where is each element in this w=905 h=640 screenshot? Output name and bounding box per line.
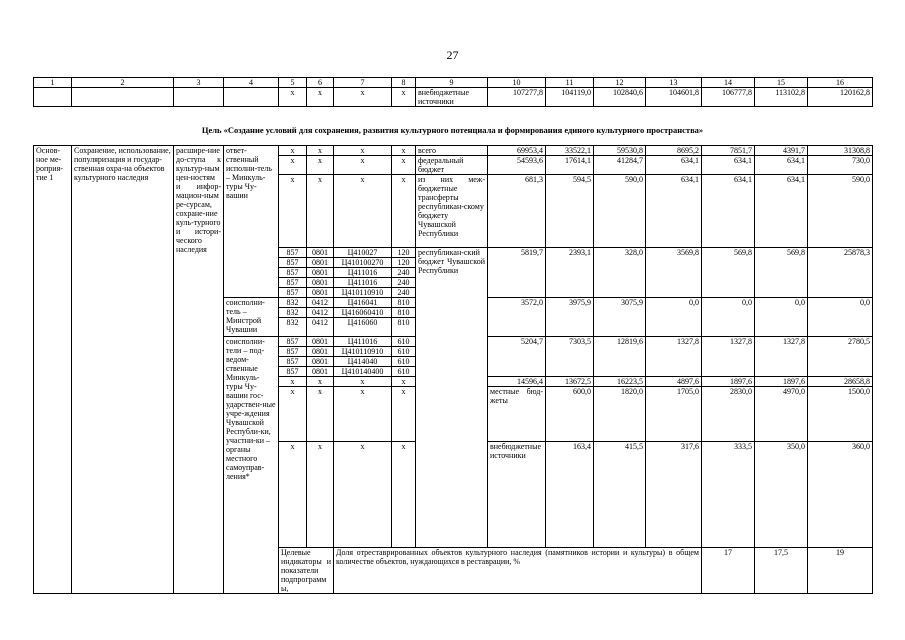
- value-cell: 0,0: [702, 298, 755, 337]
- code-cell: 0801: [307, 258, 334, 268]
- value-cell: 33522,1: [546, 146, 594, 156]
- code-cell: 857: [279, 357, 307, 367]
- col-number: 15: [755, 78, 808, 88]
- value-cell: 634,1: [646, 175, 702, 248]
- code-cell: Ц416041: [334, 298, 392, 308]
- indicator-value: 19: [808, 548, 873, 594]
- col-number: 11: [546, 78, 594, 88]
- value-cell: 13672,5: [546, 377, 594, 387]
- value-cell: 594,5: [546, 175, 594, 248]
- value-cell: 4897,6: [646, 377, 702, 387]
- value-cell: 590,0: [594, 175, 646, 248]
- value-cell: 634,1: [702, 156, 755, 175]
- value-cell: 3569,8: [646, 248, 702, 298]
- col-number: 10: [488, 78, 546, 88]
- value-cell: 104119,0: [546, 88, 594, 107]
- value-cell: 2780,5: [808, 337, 873, 377]
- col-number: 7: [334, 78, 392, 88]
- code-cell: 0801: [307, 248, 334, 258]
- value-cell: 1897,6: [755, 377, 808, 387]
- value-cell: 1705,0: [646, 387, 702, 442]
- code-cell: 857: [279, 337, 307, 347]
- header-table: [33, 77, 873, 107]
- code-cell: 857: [279, 278, 307, 288]
- responsible-executor: ответ-ственный исполни-тель – Минкуль-туры Чу-вашии: [224, 146, 279, 298]
- value-cell: 1327,8: [646, 337, 702, 377]
- code-cell: x: [334, 88, 392, 107]
- value-cell: 569,8: [755, 248, 808, 298]
- code-cell: x: [279, 88, 307, 107]
- code-cell: x: [392, 377, 416, 387]
- col-number: 8: [392, 78, 416, 88]
- continuation-row: [34, 88, 873, 107]
- code-cell: 857: [279, 367, 307, 377]
- value-cell: 333,5: [702, 442, 755, 548]
- value-cell: 107277,8: [488, 88, 546, 107]
- value-cell: 2830,0: [702, 387, 755, 442]
- value-cell: 16223,5: [594, 377, 646, 387]
- value-cell: 569,8: [702, 248, 755, 298]
- co-executors: соисполни-тели – под-ведом-ственные Минкуль-туры Чу-вашии гос-ударствен-ные учре-ждения Чувашской Республи-ки, участни-ки – органы местного самоуправ-ления*: [224, 337, 279, 594]
- value-cell: 350,0: [755, 442, 808, 548]
- value-cell: 0,0: [755, 298, 808, 337]
- code-cell: 0801: [307, 268, 334, 278]
- page-number: 27: [446, 48, 459, 62]
- value-cell: 7303,5: [546, 337, 594, 377]
- value-cell: 12819,6: [594, 337, 646, 377]
- code-cell: x: [334, 387, 392, 442]
- col-number: 4: [224, 78, 279, 88]
- code-cell: 0801: [307, 367, 334, 377]
- value-cell: 106777,8: [702, 88, 755, 107]
- code-cell: Ц410140400: [334, 367, 392, 377]
- value-cell: 0,0: [646, 298, 702, 337]
- source-label: республикан-ский бюджет Чувашской Республики: [416, 248, 488, 548]
- code-cell: x: [307, 377, 334, 387]
- code-cell: 610: [392, 367, 416, 377]
- code-cell: x: [334, 175, 392, 248]
- code-cell: Ц416060410: [334, 308, 392, 318]
- value-cell: 1500,0: [808, 387, 873, 442]
- table-row: [34, 146, 873, 156]
- code-cell: x: [334, 156, 392, 175]
- indicator-value: 17: [702, 548, 755, 594]
- code-cell: x: [307, 442, 334, 548]
- column-number-row: [34, 78, 873, 88]
- value-cell: 317,6: [646, 442, 702, 548]
- code-cell: 120: [392, 248, 416, 258]
- code-cell: x: [392, 442, 416, 548]
- indicator-text: Доля отреставрированных объектов культурного наследия (памятников истории и культуры) в общем количестве объектов, нуждающихся в реставрации, %: [334, 548, 702, 594]
- indicator-label: Целевые индикаторы и показатели подпрограммы,: [279, 548, 334, 594]
- value-cell: 3075,9: [594, 298, 646, 337]
- code-cell: 610: [392, 347, 416, 357]
- code-cell: x: [392, 88, 416, 107]
- code-cell: 0412: [307, 318, 334, 337]
- code-cell: x: [279, 377, 307, 387]
- code-cell: x: [334, 442, 392, 548]
- value-cell: 8695,2: [646, 146, 702, 156]
- value-cell: 113102,8: [755, 88, 808, 107]
- value-cell: 3572,0: [488, 298, 546, 337]
- value-cell: 360,0: [808, 442, 873, 548]
- value-cell: 590,0: [808, 175, 873, 248]
- value-cell: 41284,7: [594, 156, 646, 175]
- code-cell: Ц411016: [334, 337, 392, 347]
- code-cell: x: [279, 146, 307, 156]
- code-cell: 0801: [307, 347, 334, 357]
- code-cell: 810: [392, 318, 416, 337]
- value-cell: 681,3: [488, 175, 546, 248]
- value-cell: 1327,8: [702, 337, 755, 377]
- col-number: 16: [808, 78, 873, 88]
- value-cell: 59530,8: [594, 146, 646, 156]
- code-cell: 610: [392, 337, 416, 347]
- code-cell: 0801: [307, 337, 334, 347]
- code-cell: x: [392, 156, 416, 175]
- value-cell: 634,1: [702, 175, 755, 248]
- value-cell: 31308,8: [808, 146, 873, 156]
- value-cell: 1820,0: [594, 387, 646, 442]
- code-cell: Ц411016: [334, 278, 392, 288]
- value-cell: 1897,6: [702, 377, 755, 387]
- code-cell: x: [307, 387, 334, 442]
- activity-number: Основ-ное ме-роприя-тие 1: [34, 146, 72, 594]
- value-cell: 14596,4: [488, 377, 546, 387]
- code-cell: x: [307, 156, 334, 175]
- value-cell: 0,0: [808, 298, 873, 337]
- code-cell: 810: [392, 308, 416, 318]
- value-cell: 634,1: [755, 156, 808, 175]
- code-cell: Ц410100270: [334, 258, 392, 268]
- col-number: 1: [34, 78, 72, 88]
- value-cell: 120162,8: [808, 88, 873, 107]
- value-cell: 3975,9: [546, 298, 594, 337]
- code-cell: 832: [279, 318, 307, 337]
- value-cell: 54593,6: [488, 156, 546, 175]
- code-cell: 240: [392, 288, 416, 298]
- col-number: 12: [594, 78, 646, 88]
- activity-goal: расшире-ние до-ступа к культур-ным цен-ностям и инфор-мацион-ным ре-сурсам, сохране-ние куль-турного и истори-ческого наследия: [174, 146, 224, 594]
- value-cell: 1327,8: [755, 337, 808, 377]
- source-label: федеральный бюджет: [416, 156, 488, 175]
- value-cell: 634,1: [646, 156, 702, 175]
- code-cell: Ц410027: [334, 248, 392, 258]
- code-cell: 0412: [307, 308, 334, 318]
- code-cell: x: [307, 88, 334, 107]
- code-cell: 0801: [307, 278, 334, 288]
- code-cell: 0801: [307, 357, 334, 367]
- source-label: из них меж-бюджетные трансферты республикан-скому бюджету Чувашской Республики: [416, 175, 488, 248]
- value-cell: 2393,1: [546, 248, 594, 298]
- col-number: 5: [279, 78, 307, 88]
- value-cell: 328,0: [594, 248, 646, 298]
- code-cell: 240: [392, 278, 416, 288]
- code-cell: Ц410110910: [334, 347, 392, 357]
- code-cell: x: [334, 146, 392, 156]
- code-cell: Ц414040: [334, 357, 392, 367]
- code-cell: x: [279, 175, 307, 248]
- code-cell: 832: [279, 308, 307, 318]
- indicator-value: 17,5: [755, 548, 808, 594]
- code-cell: Ц411016: [334, 268, 392, 278]
- code-cell: 120: [392, 258, 416, 268]
- co-executor: соисполни-тель – Минстрой Чувашии: [224, 298, 279, 337]
- col-number: 14: [702, 78, 755, 88]
- code-cell: 0801: [307, 288, 334, 298]
- code-cell: 857: [279, 268, 307, 278]
- code-cell: x: [392, 146, 416, 156]
- code-cell: x: [279, 442, 307, 548]
- value-cell: 69953,4: [488, 146, 546, 156]
- col-number: 2: [72, 78, 174, 88]
- value-cell: 102840,6: [594, 88, 646, 107]
- code-cell: 610: [392, 357, 416, 367]
- code-cell: 857: [279, 248, 307, 258]
- code-cell: 810: [392, 298, 416, 308]
- code-cell: x: [307, 175, 334, 248]
- goal-title: Цель «Создание условий для сохранения, развития культурного потенциала и формирования единого культурного пространства»: [201, 125, 704, 135]
- code-cell: 857: [279, 258, 307, 268]
- col-number: 9: [416, 78, 488, 88]
- value-cell: 634,1: [755, 175, 808, 248]
- value-cell: 17614,1: [546, 156, 594, 175]
- activity-table: [33, 145, 873, 594]
- code-cell: x: [334, 377, 392, 387]
- source-label: всего: [416, 146, 488, 156]
- value-cell: 4970,0: [755, 387, 808, 442]
- code-cell: x: [307, 146, 334, 156]
- source-label: внебюджетные источники: [488, 442, 546, 548]
- code-cell: 857: [279, 347, 307, 357]
- value-cell: 163,4: [546, 442, 594, 548]
- source-label: внебюджетные источники: [416, 88, 488, 107]
- value-cell: 7851,7: [702, 146, 755, 156]
- value-cell: 4391,7: [755, 146, 808, 156]
- value-cell: 104601,8: [646, 88, 702, 107]
- code-cell: Ц416060: [334, 318, 392, 337]
- source-label: местные бюд-жеты: [488, 387, 546, 442]
- code-cell: 857: [279, 288, 307, 298]
- code-cell: 832: [279, 298, 307, 308]
- col-number: 3: [174, 78, 224, 88]
- value-cell: 600,0: [546, 387, 594, 442]
- code-cell: x: [392, 387, 416, 442]
- code-cell: 240: [392, 268, 416, 278]
- activity-name: Сохранение, использование, популяризация и государ-ственная охра-на объектов культурного наследия: [72, 146, 174, 594]
- value-cell: 5204,7: [488, 337, 546, 377]
- code-cell: 0412: [307, 298, 334, 308]
- code-cell: Ц410110910: [334, 288, 392, 298]
- value-cell: 730,0: [808, 156, 873, 175]
- col-number: 13: [646, 78, 702, 88]
- value-cell: 415,5: [594, 442, 646, 548]
- code-cell: x: [392, 175, 416, 248]
- value-cell: 25878,3: [808, 248, 873, 298]
- value-cell: 5819,7: [488, 248, 546, 298]
- code-cell: x: [279, 387, 307, 442]
- col-number: 6: [307, 78, 334, 88]
- value-cell: 28658,8: [808, 377, 873, 387]
- code-cell: x: [279, 156, 307, 175]
